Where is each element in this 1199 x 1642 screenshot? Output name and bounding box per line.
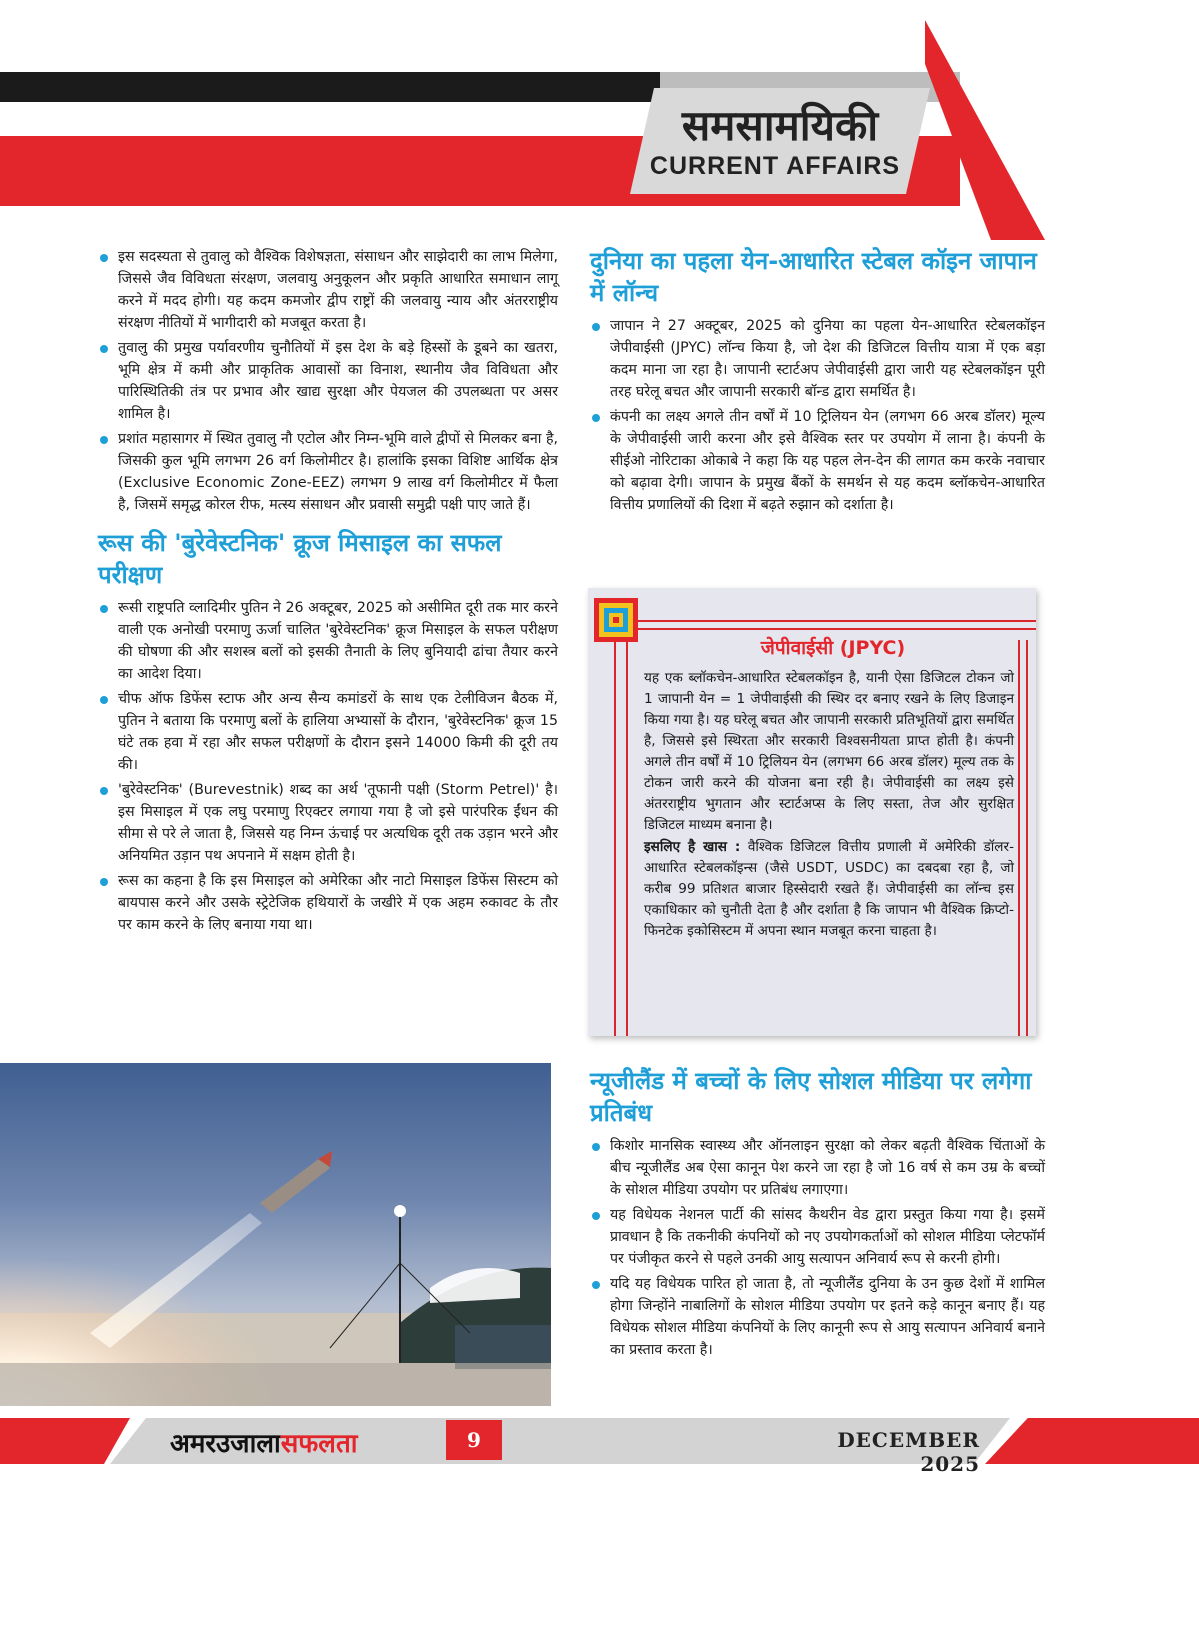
bullet-icon	[100, 878, 108, 886]
list-item: यह विधेयक नेशनल पार्टी की सांसद कैथरीन वेड द्वारा प्रस्तुत किया गया है। इसमें प्रावधान है कि तकनीकी कंपनियों को नए उपयोगकर्ताओं को सोशल मीडिया प्लेटफॉर्म पर पंजीकृत करने से पहले उनकी आयु सत्यापन अनिवार्य रूप से करनी होगी।	[590, 1204, 1045, 1270]
bullet-icon	[100, 787, 108, 795]
bullet-icon	[592, 1143, 600, 1151]
bullet-icon	[592, 414, 600, 422]
square-emblem-icon	[594, 598, 638, 642]
section-title-english: CURRENT AFFAIRS	[649, 152, 901, 180]
box-why-text: वैश्विक डिजिटल वित्तीय प्रणाली में अमेरिकी डॉलर-आधारित स्टेबलकॉइन्स (जैसे USDT, USDC) का दबदबा रहा है, जो करीब 99 प्रतिशत बाजार हिस्सेदारी रखते हैं। जेपीवाईसी का लॉन्च इस एकाधिकार को चुनौती देता है और दर्शाता है कि जापान भी वैश्विक क्रिप्टो-फिनटेक इकोसिस्टम में अपना स्थान मजबूत करना चाहता है।	[644, 838, 1014, 939]
header-black-band	[0, 72, 660, 102]
footer-red-left	[0, 1418, 130, 1464]
box-left-rule	[614, 640, 628, 1036]
footer-red-right	[985, 1418, 1199, 1464]
list-item: चीफ ऑफ डिफेंस स्टाफ और अन्य सैन्य कमांडरों के साथ एक टेलीविजन बैठक में, पुतिन ने बताया कि परमाणु बलों के हालिया अभ्यासों के दौरान, 'बुरेवेस्टनिक' क्रूज 15 घंटे तक हवा में रहा और सफल परीक्षणों के दौरान इसने 14000 किमी की दूरी तय की।	[98, 688, 558, 776]
list-item: जापान ने 27 अक्टूबर, 2025 को दुनिया का पहला येन-आधारित स्टेबलकॉइन जेपीवाईसी (JPYC) लॉन्च किया है, जो देश की डिजिटल वित्तीय यात्रा में एक बड़ा कदम माना जा रहा है। जापानी स्टार्टअप जेपीवाईसी द्वारा जारी यह स्टेबलकॉइन पूरी तरह घरेलू बचत और जापानी सरकारी बॉन्ड द्वारा समर्थित है।	[590, 315, 1045, 403]
missile-launch-illustration	[0, 1063, 551, 1406]
header-red-triangle	[925, 20, 1045, 240]
missile-headline: रूस की 'बुरेवेस्टनिक' क्रूज मिसाइल का सफल परीक्षण	[98, 529, 502, 589]
footer-brand-logo: अमरउजालासफलता	[170, 1429, 358, 1459]
bullet-icon	[592, 1281, 600, 1289]
issue-date: DECEMBER 2025	[837, 1428, 980, 1476]
list-item: यदि यह विधेयक पारित हो जाता है, तो न्यूजीलैंड दुनिया के उन कुछ देशों में शामिल होगा जिन्होंने नाबालिगों के सोशल मीडिया उपयोग पर इतने कड़े कानून बनाए हैं। यह विधेयक सोशल मीडिया कंपनियों के लिए कानूनी रूप से आयु सत्यापन अनिवार्य बनाने का प्रस्ताव करता है।	[590, 1273, 1045, 1361]
bullet-icon	[592, 1212, 600, 1220]
section-title-hindi: समसामयिकी	[681, 101, 879, 150]
box-why-paragraph	[644, 837, 1014, 942]
bullet-icon	[592, 323, 600, 331]
box-right-rule	[1018, 640, 1028, 1036]
box-title: जेपीवाईसी (JPYC)	[760, 637, 906, 659]
list-item: कंपनी का लक्ष्य अगले तीन वर्षों में 10 ट्रिलियन येन (लगभग 66 अरब डॉलर) मूल्य के जेपीवाईसी जारी करना और इसे वैश्विक स्तर पर उपयोग में लाना है। कंपनी के सीईओ नोरिटाका ओकाबे ने कहा कि यह पहल लेन-देन की लागत कम करके नवाचार को बढ़ावा देगी। जापान के प्रमुख बैंकों के समर्थन से यह कदम ब्लॉकचेन-आधारित वित्तीय प्रणालियों की दिशा में बढ़ते रुझान को दर्शाता है।	[590, 406, 1045, 516]
bullet-icon	[100, 696, 108, 704]
jpyc-info-box	[588, 588, 1036, 1036]
list-item: इस सदस्यता से तुवालु को वैश्विक विशेषज्ञता, संसाधन और साझेदारी का लाभ मिलेगा, जिससे जैव विविधता संरक्षण, जलवायु अनुकूलन और प्रकृति आधारित समाधान लागू करने में मदद होगी। यह कदम कमजोर द्वीप राष्ट्रों की जलवायु न्याय और अंतरराष्ट्रीय संरक्षण नीतियों में भागीदारी को मजबूत करता है।	[98, 246, 558, 334]
box-why-label: इसलिए है खास :	[644, 838, 741, 855]
right-column-top	[590, 246, 1045, 519]
left-column	[98, 246, 558, 939]
yen-bullets	[590, 315, 1045, 516]
yen-headline: दुनिया का पहला येन-आधारित स्टेबल कॉइन जापान में लॉन्च	[590, 247, 1037, 307]
box-top-rule	[632, 620, 1036, 630]
nz-headline: न्यूजीलैंड में बच्चों के लिए सोशल मीडिया पर लगेगा प्रतिबंध	[590, 1067, 1032, 1127]
missile-launch-photo	[0, 1063, 551, 1406]
box-body	[644, 668, 1014, 942]
list-item: तुवालु की प्रमुख पर्यावरणीय चुनौतियों में इस देश के बड़े हिस्सों के डूबने का खतरा, भूमि क्षेत्र में कमी और प्राकृतिक आवासों का विनाश, स्थानीय जैव विविधता और पारिस्थितिकी तंत्र पर प्रभाव और खाद्य सुरक्षा और पेयजल की उपलब्धता पर असर शामिल है।	[98, 337, 558, 425]
bullet-icon	[100, 345, 108, 353]
tuvalu-bullets	[98, 246, 558, 516]
bullet-icon	[100, 436, 108, 444]
list-item: प्रशांत महासागर में स्थित तुवालु नौ एटोल और निम्न-भूमि वाले द्वीपों से मिलकर बना है, जिसकी कुल भूमि लगभग 26 वर्ग किलोमीटर है। हालांकि इसका विशिष्ट आर्थिक क्षेत्र (Exclusive Economic Zone-EEZ) लगभग 9 लाख वर्ग किलोमीटर में फैला है, जिसमें समृद्ध कोरल रीफ, मत्स्य संसाधन और प्रवासी समुद्री पक्षी पाए जाते हैं।	[98, 428, 558, 516]
box-paragraph: यह एक ब्लॉकचेन-आधारित स्टेबलकॉइन है, यानी ऐसा डिजिटल टोकन जो 1 जापानी येन = 1 जेपीवाईसी की स्थिर दर बनाए रखने के लिए डिजाइन किया गया है। यह घरेलू बचत और जापानी सरकारी प्रतिभूतियों द्वारा समर्थित है, जिससे इसे स्थिरता और सरकारी विश्वसनीयता प्राप्त होती है। कंपनी अगले तीन वर्षों में 10 ट्रिलियन येन (लगभग 66 अरब डॉलर) मूल्य तक के टोकन जारी करने की योजना बना रही है। जेपीवाईसी का लक्ष्य इसे अंतरराष्ट्रीय भुगतान और स्टार्टअप्स के लिए सस्ता, तेज और सुरक्षित डिजिटल माध्यम बनाना है।	[644, 670, 1014, 834]
right-column-bottom	[590, 1066, 1045, 1364]
nz-bullets	[590, 1135, 1045, 1361]
page-number: 9	[446, 1420, 502, 1460]
missile-bullets	[98, 597, 558, 936]
list-item: 'बुरेवेस्टनिक' (Burevestnik) शब्द का अर्थ 'तूफानी पक्षी (Storm Petrel)' है। इस मिसाइल में एक लघु परमाणु रिएक्टर लगाया गया है जो इसे पारंपरिक ईंधन की सीमा से परे ले जाता है, जिससे यह निम्न ऊंचाई पर अत्यधिक दूरी तक उड़ान भरने और अनियमित उड़ान पथ अपनाने में सक्षम होती है।	[98, 779, 558, 867]
bullet-icon	[100, 254, 108, 262]
bullet-icon	[100, 605, 108, 613]
list-item: किशोर मानसिक स्वास्थ्य और ऑनलाइन सुरक्षा को लेकर बढ़ती वैश्विक चिंताओं के बीच न्यूजीलैंड अब ऐसा कानून पेश करने जा रहा है जो 16 वर्ष से कम उम्र के बच्चों के सोशल मीडिया उपयोग पर प्रतिबंध लगाएगा।	[590, 1135, 1045, 1201]
list-item: रूस का कहना है कि इस मिसाइल को अमेरिका और नाटो मिसाइल डिफेंस सिस्टम को बायपास करने और उसके स्ट्रेटेजिक हथियारों के जखीरे में एक अहम रुकावट के तौर पर काम करने के लिए बनाया गया था।	[98, 870, 558, 936]
list-item: रूसी राष्ट्रपति व्लादिमीर पुतिन ने 26 अक्टूबर, 2025 को असीमित दूरी तक मार करने वाली एक अनोखी परमाणु ऊर्जा चालित 'बुरेवेस्टनिक' क्रूज मिसाइल के सफल परीक्षण की घोषणा की और सशस्त्र बलों को इसकी तैनाती के लिए बुनियादी ढांचा तैयार करने का आदेश दिया।	[98, 597, 558, 685]
